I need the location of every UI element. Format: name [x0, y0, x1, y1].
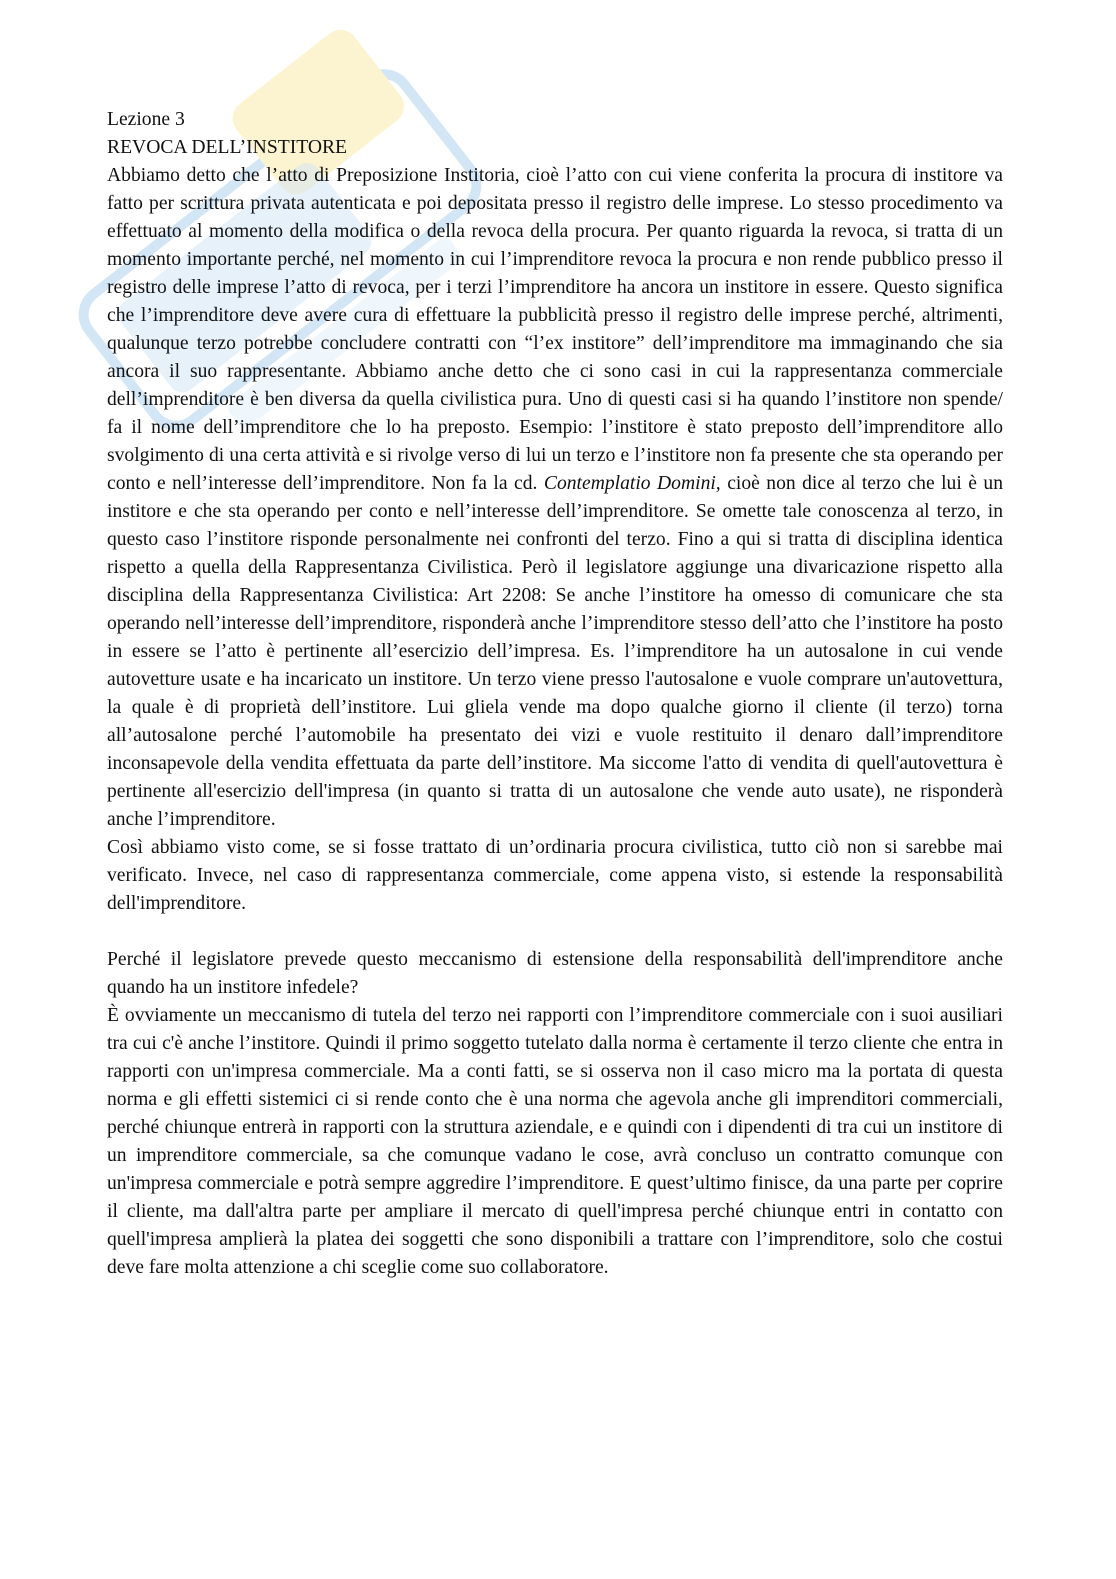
- lesson-label: Lezione 3: [107, 109, 185, 130]
- paragraph-revoca: [107, 162, 1003, 834]
- paragraph-question: Perché il legislatore prevede questo meccanismo di estensione della responsabilità dell'imprenditore anche quando ha un institore infedele?: [107, 949, 1003, 998]
- paragraph-text: Abbiamo detto che l’atto di Preposizione Institoria, cioè l’atto con cui viene conferita la procura di institore va fatto per scrittura privata autenticata e poi depositata presso il registro delle imprese. Lo stesso procedimento va effettuato al momento della modifica o della revoca della procura. Per quanto riguarda la revoca, si tratta di un momento importante perché, nel momento in cui l’imprenditore revoca la procura e non rende pubblico presso il registro delle imprese l’atto di revoca, per i terzi l’imprenditore ha ancora un institore in essere. Questo significa che l’imprenditore deve avere cura di effettuare la pubblicità presso il registro delle imprese perché, altrimenti, qualunque terzo potrebbe concludere contratti con “l’ex institore” dell’imprenditore ma immaginando che sia ancora il suo rappresentante. Abbiamo anche detto che ci sono casi in cui la rappresentanza commerciale dell’imprenditore è ben diversa da quella civilistica pura. Uno di questi casi si ha quando l’institore non spende/ fa il nome dell’imprenditore che lo ha preposto. Esempio: l’institore è stato preposto dell’imprenditore allo svolgimento di una certa attività e si rivolge verso di lui un terzo e l’institore non fa presente che sta operando per conto e nell’interesse dell’imprenditore. Non fa la cd.: [107, 165, 1003, 494]
- document-page: [107, 106, 1003, 1282]
- section-heading: REVOCA DELL’INSTITORE: [107, 137, 348, 158]
- latin-term: Contemplatio Domini,: [543, 473, 721, 494]
- paragraph-conclusion: Così abbiamo visto come, se si fosse trattato di un’ordinaria procura civilistica, tutto ciò non si sarebbe mai verificato. Invece, nel caso di rappresentanza commerciale, come appena visto, si estende la responsabilità dell'imprenditore.: [107, 837, 1003, 914]
- paragraph-spacer: [107, 918, 1003, 946]
- paragraph-text: cioè non dice al terzo che lui è un institore e che sta operando per conto e nell’interesse dell’imprenditore. Se omette tale conoscenza al terzo, in questo caso l’institore risponde personalmente nei confronti del terzo. Fino a qui si tratta di disciplina identica rispetto a quella della Rappresentanza Civilistica. Però il legislatore aggiunge una divaricazione rispetto alla disciplina della Rappresentanza Civilistica: Art 2208: Se anche l’institore ha omesso di comunicare che sta operando nell’interesse dell’imprenditore, risponderà anche l’imprenditore stesso dell’atto che l’institore ha posto in essere se l’atto è pertinente all’esercizio dell’impresa. Es. l’imprenditore ha un autosalone in cui vende autovetture usate e ha incaricato un institore. Un terzo viene presso l'autosalone e vuole comprare un'autovettura, la quale è di proprietà dell’institore. Lui gliela vende ma dopo qualche giorno il cliente (il terzo) torna all’autosalone perché l’automobile ha presentato dei vizi e vuole restituito il denaro dall’imprenditore inconsapevole della vendita effettuata da parte dell’institore. Ma siccome l'atto di vendita di quell'autovettura è pertinente all'esercizio dell'impresa (in quanto si tratta di un autosalone che vende auto usate), ne risponderà anche l’imprenditore.: [107, 473, 1003, 830]
- paragraph-answer: È ovviamente un meccanismo di tutela del terzo nei rapporti con l’imprenditore commerciale con i suoi ausiliari tra cui c'è anche l’institore. Quindi il primo soggetto tutelato dalla norma è certamente il terzo cliente che entra in rapporti con un'impresa commerciale. Ma a conti fatti, se si osserva non il caso micro ma la portata di questa norma e gli effetti sistemici ci si rende conto che è una norma che agevola anche gli imprenditori commerciali, perché chiunque entrerà in rapporti con la struttura aziendale, e e quindi con i dipendenti di tra cui un institore di un imprenditore commerciale, sa che comunque vadano le cose, avrà concluso un contratto comunque con un'impresa commerciale e potrà sempre aggredire l’imprenditore. E quest’ultimo finisce, da una parte per coprire il cliente, ma dall'altra parte per ampliare il mercato di quell'impresa perché chiunque entri in contatto con quell'impresa amplierà la platea dei soggetti che sono disponibili a trattare con l’imprenditore, solo che costui deve fare molta attenzione a chi sceglie come suo collaboratore.: [107, 1005, 1003, 1278]
